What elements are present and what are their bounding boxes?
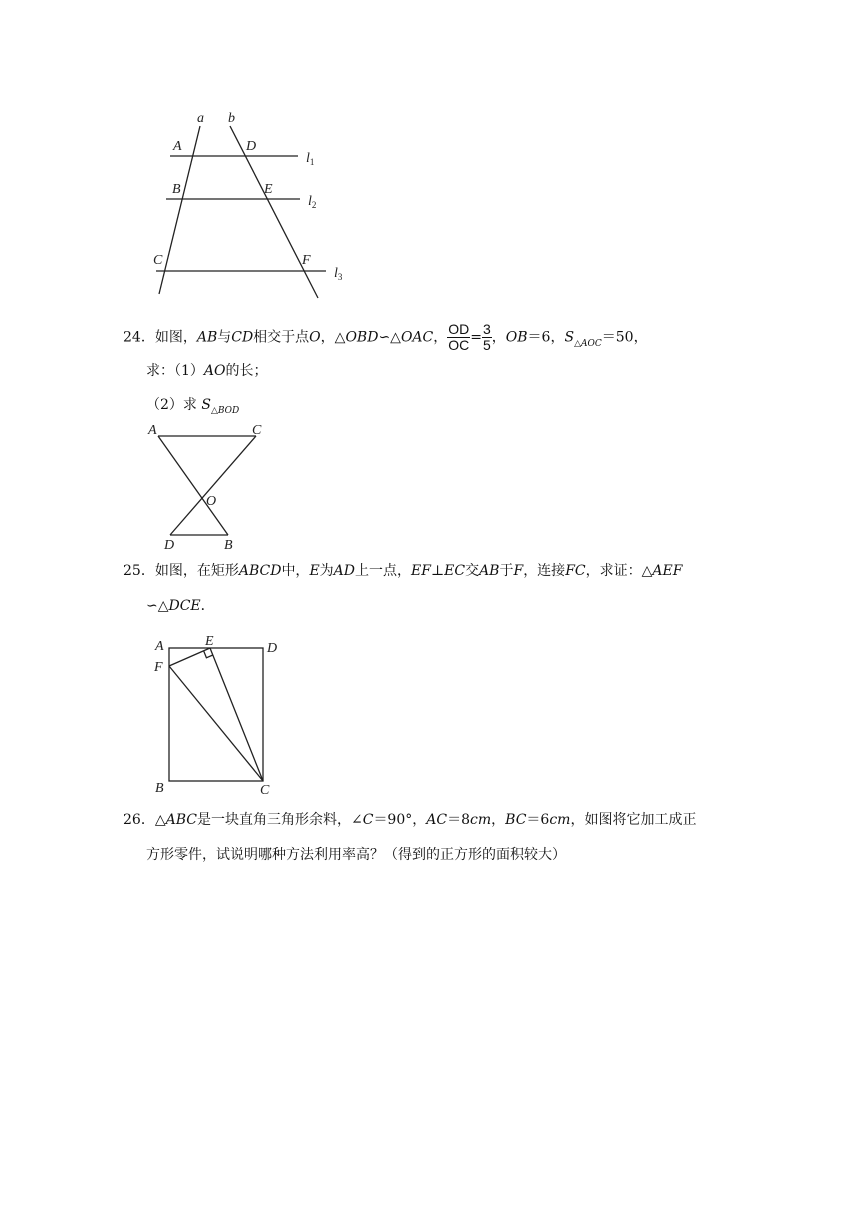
label-A: A	[155, 639, 164, 654]
label-D: D	[164, 538, 175, 553]
segment-EC	[210, 648, 263, 781]
figure-parallel-lines	[148, 104, 358, 304]
figure-q24-triangles	[146, 418, 276, 553]
label-l1: $l_1$	[306, 151, 315, 167]
label-F: F	[154, 660, 163, 675]
label-point-F: F	[302, 253, 311, 268]
q25-line2: ∽△DCE．	[146, 598, 215, 614]
segment-AB	[158, 436, 228, 535]
rectangle-ABCD	[169, 648, 263, 781]
q26-line2: 方形零件，试说明哪种方法利用率高？（得到的正方形的面积较大）	[146, 847, 566, 863]
label-A: A	[148, 423, 157, 438]
figure-q25-rectangle	[148, 632, 288, 796]
label-B: B	[224, 538, 233, 553]
q24-line1: 24．如图，AB与CD相交于点O，△OBD∽△OAC， $\frac{OD}{OC}$ = $\frac{3}{5}$ ，OB＝6，$S_{\triangle AOC}=50$，	[123, 321, 648, 353]
segment-CD	[170, 436, 256, 535]
label-D: D	[267, 641, 278, 656]
label-l2: $l_2$	[308, 194, 317, 210]
label-O: O	[206, 494, 217, 509]
fraction-3-5: $\frac{3}{5}$	[482, 321, 491, 353]
q24-line3: （2）求 $S_{\triangle BOD}$	[146, 397, 240, 416]
label-E: E	[205, 634, 214, 649]
label-point-C: C	[153, 253, 163, 268]
q24-line2: 求：（1）AO的长；	[146, 363, 268, 379]
label-line-b: b	[228, 111, 235, 126]
q26-line1: 26．△ABC是一块直角三角形余料，∠C＝90°，AC＝8cm，BC＝6cm，如图将它加工成正	[123, 812, 697, 828]
label-C: C	[252, 423, 262, 438]
label-l3: $l_3$	[334, 266, 343, 282]
label-B: B	[155, 781, 164, 796]
label-line-a: a	[197, 111, 204, 126]
label-point-E: E	[264, 182, 273, 197]
q25-number: 25．	[123, 563, 155, 579]
transversal-b	[230, 126, 318, 298]
fraction-od-oc: $\frac{OD}{OC}$	[448, 321, 470, 353]
label-C: C	[260, 783, 270, 796]
label-point-B: B	[172, 182, 181, 197]
label-point-D: D	[246, 139, 257, 154]
q24-number: 24．	[123, 329, 155, 346]
label-point-A: A	[173, 139, 182, 154]
segment-FC	[169, 666, 263, 781]
q26-number: 26．	[123, 812, 155, 828]
q25-line1: 25．如图，在矩形ABCD中，E为AD上一点，EF⊥EC交AB于F，连接FC，求证：△AEF	[123, 563, 683, 579]
